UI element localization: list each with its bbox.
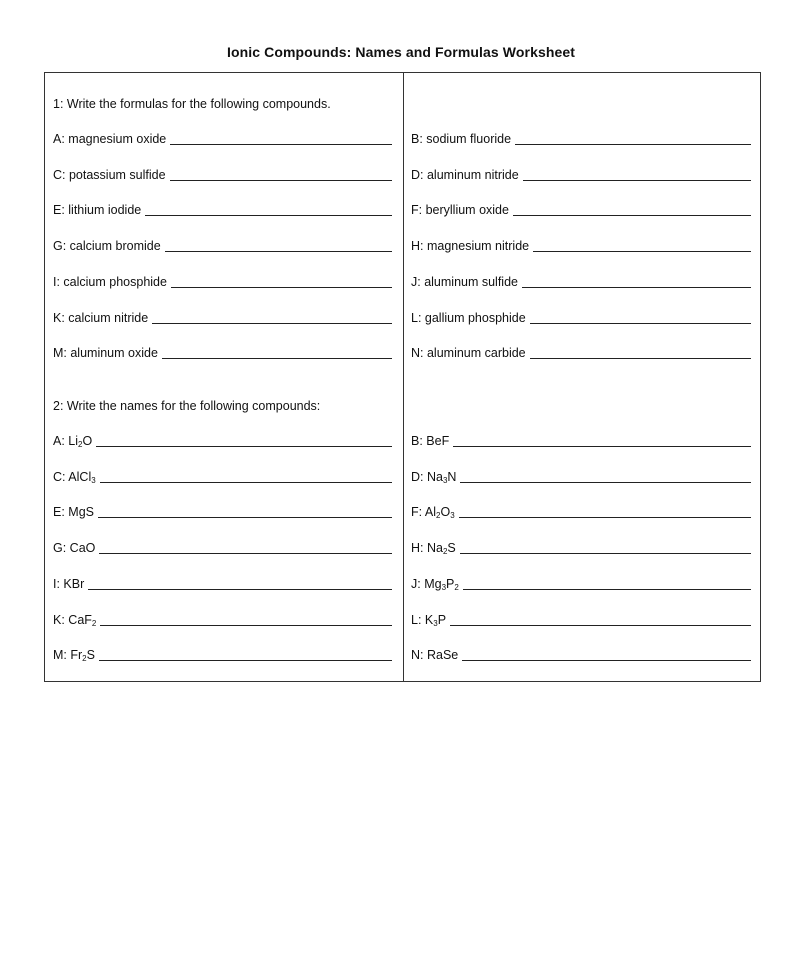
answer-blank[interactable] bbox=[459, 517, 751, 518]
chemical-formula: RaSe bbox=[426, 648, 459, 663]
question-row bbox=[411, 275, 751, 289]
question-label bbox=[411, 470, 456, 484]
question-letter: K: bbox=[53, 612, 69, 627]
answer-blank[interactable] bbox=[530, 358, 751, 359]
question-row bbox=[411, 541, 751, 555]
chemical-formula: $Al_2O_3$ bbox=[424, 505, 455, 521]
answer-blank[interactable] bbox=[513, 215, 751, 216]
question-row bbox=[53, 648, 392, 662]
question-label bbox=[53, 470, 96, 484]
section1-instruction: 1: Write the formulas for the following compounds. bbox=[53, 97, 331, 111]
answer-blank[interactable] bbox=[145, 215, 392, 216]
question-row bbox=[411, 648, 751, 662]
question-label bbox=[53, 505, 94, 519]
answer-blank[interactable] bbox=[460, 553, 751, 554]
question-label: A: magnesium oxide bbox=[53, 132, 167, 146]
question-label bbox=[53, 434, 92, 448]
question-label: C: potassium sulfide bbox=[53, 167, 166, 182]
question-letter: F: bbox=[411, 505, 425, 520]
question-label: M: aluminum oxide bbox=[53, 346, 158, 361]
question-row bbox=[411, 311, 751, 325]
question-letter: H: bbox=[411, 541, 427, 556]
question-label: H: magnesium nitride bbox=[411, 239, 530, 254]
question-label bbox=[411, 577, 459, 591]
question-label: D: aluminum nitride bbox=[411, 167, 519, 182]
answer-blank[interactable] bbox=[98, 517, 392, 518]
question-label bbox=[411, 648, 458, 662]
question-row bbox=[53, 132, 392, 146]
question-label bbox=[53, 648, 95, 662]
question-row bbox=[411, 346, 751, 360]
question-row bbox=[411, 239, 751, 253]
question-label: N: aluminum carbide bbox=[411, 346, 526, 361]
question-label bbox=[411, 505, 455, 519]
question-label: G: calcium bromide bbox=[53, 239, 161, 254]
chemical-formula: AlCl$_3$ bbox=[68, 469, 96, 485]
question-row bbox=[411, 434, 751, 448]
question-label bbox=[53, 613, 96, 627]
answer-blank[interactable] bbox=[162, 358, 392, 359]
question-row bbox=[53, 239, 392, 253]
question-label bbox=[53, 541, 95, 555]
question-label bbox=[411, 541, 456, 555]
question-row bbox=[53, 434, 392, 448]
chemical-formula: $K_3P$ bbox=[424, 612, 447, 628]
answer-blank[interactable] bbox=[530, 323, 751, 324]
question-row bbox=[53, 203, 392, 217]
question-row bbox=[411, 132, 751, 146]
chemical-formula: KBr bbox=[63, 576, 85, 591]
chemical-formula: $Fr_2S$ bbox=[70, 648, 95, 664]
answer-blank[interactable] bbox=[462, 660, 751, 661]
chemical-formula: MgS bbox=[68, 505, 94, 520]
question-letter: B: bbox=[411, 434, 427, 448]
question-letter: N: bbox=[411, 648, 427, 663]
answer-blank[interactable] bbox=[515, 144, 751, 145]
answer-blank[interactable] bbox=[100, 625, 392, 626]
question-row bbox=[411, 505, 751, 519]
answer-blank[interactable] bbox=[96, 446, 392, 447]
answer-blank[interactable] bbox=[99, 660, 392, 661]
question-letter: A: bbox=[53, 434, 69, 448]
question-row bbox=[411, 203, 751, 217]
chemical-formula: $Li_2O$ bbox=[68, 434, 93, 449]
chemical-formula: $Na_3N$ bbox=[426, 469, 457, 485]
question-letter: C: bbox=[53, 469, 69, 484]
answer-blank[interactable] bbox=[522, 287, 751, 288]
question-letter: I: bbox=[53, 576, 64, 591]
chemical-formula: CaO bbox=[69, 541, 96, 556]
question-row bbox=[53, 168, 392, 182]
column-divider bbox=[403, 73, 404, 681]
answer-blank[interactable] bbox=[533, 251, 751, 252]
worksheet-table bbox=[44, 72, 761, 682]
answer-blank[interactable] bbox=[100, 482, 392, 483]
answer-blank[interactable] bbox=[463, 589, 751, 590]
question-row bbox=[53, 470, 392, 484]
question-row bbox=[53, 346, 392, 360]
chemical-formula: BeF bbox=[426, 434, 450, 448]
question-label: K: calcium nitride bbox=[53, 310, 149, 325]
question-row bbox=[53, 275, 392, 289]
question-row bbox=[53, 311, 392, 325]
chemical-formula: $Na_2S$ bbox=[426, 541, 456, 557]
question-label: L: gallium phosphide bbox=[411, 310, 526, 325]
chemical-formula: $Mg_3P_2$ bbox=[424, 576, 459, 592]
question-letter: J: bbox=[411, 576, 425, 591]
question-row bbox=[53, 577, 392, 591]
question-row bbox=[411, 470, 751, 484]
answer-blank[interactable] bbox=[171, 287, 392, 288]
question-label bbox=[411, 434, 449, 448]
question-label: E: lithium iodide bbox=[53, 203, 142, 218]
question-letter: G: bbox=[53, 541, 70, 556]
answer-blank[interactable] bbox=[453, 446, 751, 447]
answer-blank[interactable] bbox=[170, 144, 392, 145]
question-row bbox=[411, 168, 751, 182]
answer-blank[interactable] bbox=[460, 482, 751, 483]
chemical-formula: CaF$_2$ bbox=[68, 612, 97, 628]
question-label: I: calcium phosphide bbox=[53, 274, 167, 289]
question-label: B: sodium fluoride bbox=[411, 132, 512, 146]
answer-blank[interactable] bbox=[523, 180, 751, 181]
question-row bbox=[53, 541, 392, 555]
worksheet-title: Ionic Compounds: Names and Formulas Worksheet bbox=[226, 44, 576, 60]
question-row bbox=[411, 613, 751, 627]
answer-blank[interactable] bbox=[450, 625, 751, 626]
question-letter: M: bbox=[53, 648, 71, 663]
question-row bbox=[53, 505, 392, 519]
question-row bbox=[411, 577, 751, 591]
question-row bbox=[53, 613, 392, 627]
question-label bbox=[53, 577, 84, 591]
question-letter: L: bbox=[411, 612, 425, 627]
section2-instruction: 2: Write the names for the following compounds: bbox=[53, 399, 321, 413]
answer-blank[interactable] bbox=[88, 589, 392, 590]
question-label bbox=[411, 613, 446, 627]
answer-blank[interactable] bbox=[165, 251, 392, 252]
question-letter: E: bbox=[53, 505, 69, 520]
question-label: F: beryllium oxide bbox=[411, 203, 509, 218]
answer-blank[interactable] bbox=[152, 323, 392, 324]
question-label: J: aluminum sulfide bbox=[411, 274, 518, 289]
answer-blank[interactable] bbox=[99, 553, 392, 554]
question-letter: D: bbox=[411, 469, 427, 484]
answer-blank[interactable] bbox=[170, 180, 392, 181]
